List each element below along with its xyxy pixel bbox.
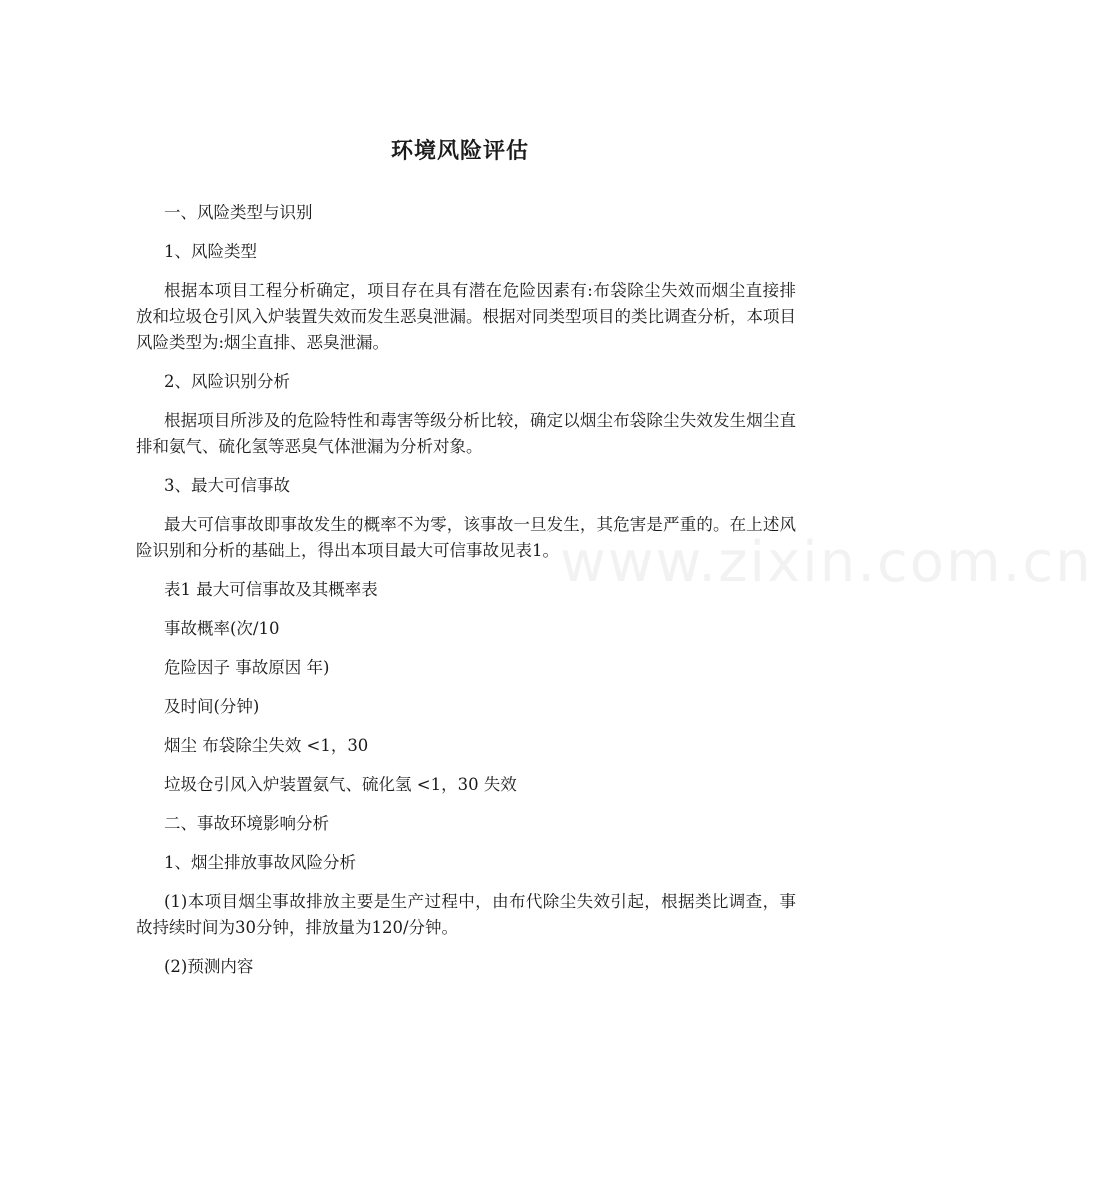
paragraph-prediction-content: (2)预测内容 (164, 957, 254, 976)
table-line: 事故概率(次/10 (164, 619, 280, 638)
table-line: 及时间(分钟) (164, 697, 260, 716)
watermark: www.zixin.com.cn (560, 530, 1093, 595)
document-body (136, 200, 796, 993)
document-title: 环境风险评估 (390, 138, 529, 164)
subheading-risk-identification: 2、风险识别分析 (164, 372, 290, 391)
table-line: 垃圾仓引风入炉装置氨气、硫化氢 <1，30 失效 (164, 775, 517, 794)
heading-risk-type-identification: 一、风险类型与识别 (164, 203, 313, 222)
subheading-max-credible-accident: 3、最大可信事故 (164, 476, 290, 495)
table-caption: 表1 最大可信事故及其概率表 (164, 580, 378, 599)
paragraph-risk-identification: 根据项目所涉及的危险特性和毒害等级分析比较，确定以烟尘布袋除尘失效发生烟尘直排和氨气、硫化氢等恶臭气体泄漏为分析对象。 (136, 411, 796, 456)
paragraph-risk-type: 根据本项目工程分析确定，项目存在具有潜在危险因素有:布袋除尘失效而烟尘直接排放和垃圾仓引风入炉装置失效而发生恶臭泄漏。根据对同类型项目的类比调查分析，本项目风险类型为:烟尘直排、恶臭泄漏。 (136, 281, 796, 352)
paragraph-max-credible-accident: 最大可信事故即事故发生的概率不为零，该事故一旦发生，其危害是严重的。在上述风险识别和分析的基础上，得出本项目最大可信事故见表1。 (136, 515, 796, 560)
paragraph-dust-emission: (1)本项目烟尘事故排放主要是生产过程中，由布代除尘失效引起，根据类比调查，事故持续时间为30分钟，排放量为120/分钟。 (136, 892, 796, 937)
table-line: 危险因子 事故原因 年) (164, 658, 330, 677)
subheading-dust-emission-risk: 1、烟尘排放事故风险分析 (164, 853, 356, 872)
heading-accident-impact: 二、事故环境影响分析 (164, 814, 329, 833)
table-line: 烟尘 布袋除尘失效 <1，30 (164, 736, 369, 755)
subheading-risk-type: 1、风险类型 (164, 242, 257, 261)
